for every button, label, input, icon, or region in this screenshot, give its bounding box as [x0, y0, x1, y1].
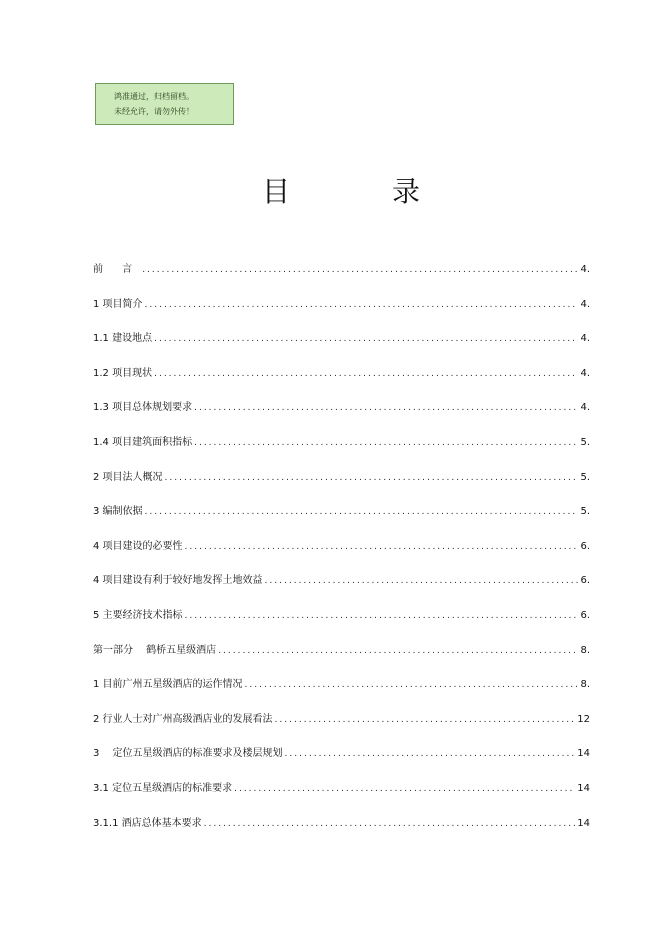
toc-entry-page: 14 [577, 748, 590, 760]
toc-entry-page: 5. [580, 436, 590, 448]
toc-entry-page: 4. [580, 298, 590, 310]
toc-dot-leader [154, 331, 578, 347]
toc-entry-part-one[interactable] [93, 643, 590, 678]
toc-dot-leader [165, 470, 579, 486]
toc-entry-page: 4. [580, 333, 590, 345]
toc-entry-label: 1.3 项目总体规划要求 [93, 402, 193, 414]
toc-dot-leader [275, 712, 576, 728]
toc-entry-label: 第一部分 鹤桥五星级酒店 [93, 644, 217, 656]
toc-entry[interactable] [93, 712, 590, 747]
toc-entry-page: 4. [580, 402, 590, 414]
toc-entry-label: 5 主要经济技术指标 [93, 609, 183, 621]
toc-entry-page: 6. [580, 575, 590, 587]
toc-dot-leader [145, 297, 579, 313]
toc-dot-leader [142, 262, 578, 278]
toc-dot-leader [194, 400, 578, 416]
toc-entry[interactable] [93, 781, 590, 816]
toc-entry-label: 2 项目法人概况 [93, 471, 163, 483]
toc-entry-label: 3.1.1 酒店总体基本要求 [93, 817, 202, 829]
toc-entry-page: 14 [577, 817, 590, 829]
toc-dot-leader [234, 781, 575, 797]
toc-entry-page: 14 [577, 782, 590, 794]
toc-entry-page: 12 [577, 713, 590, 725]
toc-entry[interactable] [93, 366, 590, 401]
page-title [0, 172, 662, 212]
toc-entry-label: 前 言 [93, 264, 141, 275]
toc-entry-page: 6. [580, 609, 590, 621]
notice-line-2: 未经允许，请勿外传！ [114, 107, 194, 116]
title-char-mu: 目 [262, 175, 291, 208]
toc-entry-label: 4 项目建设的必要性 [93, 540, 183, 552]
toc-entry-label: 3 定位五星级酒店的标准要求及楼层规划 [93, 748, 283, 760]
notice-line-1: 鸿准通过，归档留档。 [114, 92, 194, 101]
toc-entry-label: 4 项目建设有利于较好地发挥土地效益 [93, 575, 263, 587]
confidential-notice-box [95, 83, 234, 125]
toc-dot-leader [265, 573, 579, 589]
toc-entry-page: 5. [580, 471, 590, 483]
toc-entry-label: 2 行业人士对广州高级酒店业的发展看法 [93, 713, 273, 725]
toc-dot-leader [145, 504, 579, 520]
table-of-contents [93, 262, 590, 850]
toc-entry-page: 6. [580, 540, 590, 552]
toc-entry-label: 1.4 项目建筑面积指标 [93, 436, 193, 448]
toc-entry-page: 4. [580, 264, 590, 275]
toc-dot-leader [285, 746, 576, 762]
toc-entry-page: 8. [580, 644, 590, 656]
toc-dot-leader [185, 539, 579, 555]
toc-entry[interactable] [93, 331, 590, 366]
toc-dot-leader [245, 677, 579, 693]
toc-entry-preface[interactable] [93, 262, 590, 297]
toc-dot-leader [194, 435, 578, 451]
toc-entry-label: 1.1 建设地点 [93, 333, 153, 345]
toc-dot-leader [154, 366, 578, 382]
toc-entry[interactable] [93, 504, 590, 539]
toc-entry[interactable] [93, 297, 590, 332]
toc-entry[interactable] [93, 608, 590, 643]
toc-entry-label: 1 目前广州五星级酒店的运作情况 [93, 679, 243, 691]
toc-entry[interactable] [93, 746, 590, 781]
toc-entry[interactable] [93, 400, 590, 435]
title-char-lu: 录 [392, 175, 421, 208]
toc-entry[interactable] [93, 573, 590, 608]
toc-entry-label: 3.1 定位五星级酒店的标准要求 [93, 782, 233, 794]
toc-dot-leader [185, 608, 579, 624]
toc-entry[interactable] [93, 539, 590, 574]
toc-dot-leader [204, 816, 576, 832]
toc-dot-leader [218, 643, 578, 659]
toc-entry[interactable] [93, 677, 590, 712]
toc-entry-label: 1 项目简介 [93, 298, 143, 310]
toc-entry-label: 1.2 项目现状 [93, 367, 153, 379]
toc-entry-page: 5. [580, 506, 590, 518]
toc-entry-label: 3 编制依据 [93, 506, 143, 518]
toc-entry[interactable] [93, 816, 590, 851]
toc-entry-page: 4. [580, 367, 590, 379]
toc-entry[interactable] [93, 470, 590, 505]
toc-entry-page: 8. [580, 679, 590, 691]
toc-entry[interactable] [93, 435, 590, 470]
